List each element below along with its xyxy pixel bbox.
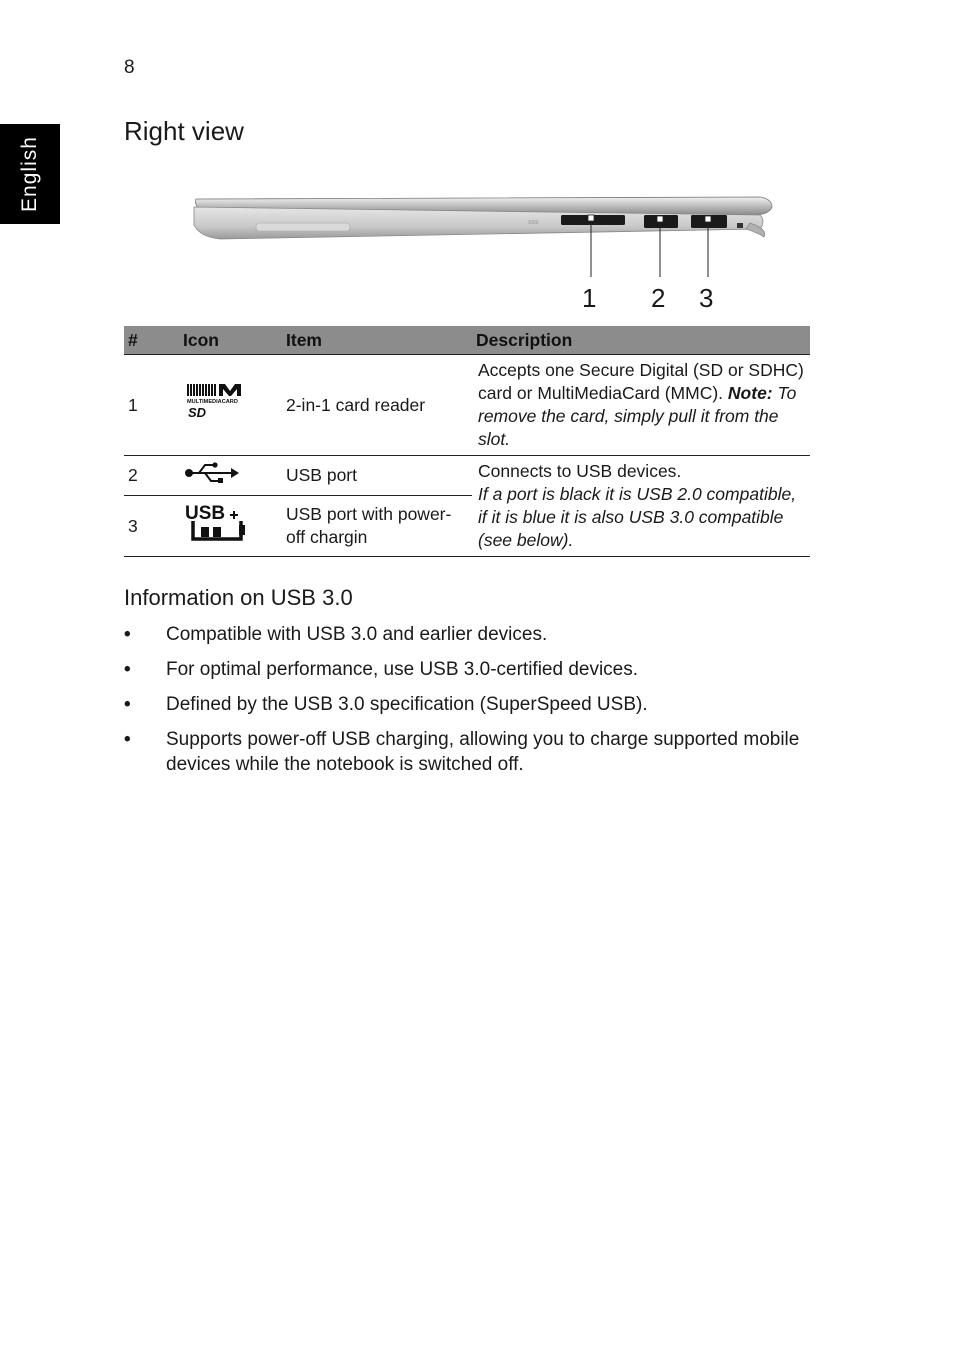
item-label: USB port with power-off chargin (282, 496, 472, 557)
bullet-icon: • (124, 659, 131, 680)
item-label: 2-in-1 card reader (282, 355, 472, 456)
usb-section-title: Information on USB 3.0 (124, 585, 353, 610)
table-row (124, 456, 810, 496)
icon-cell (179, 496, 282, 557)
usb-charge-icon (183, 501, 247, 545)
right-view-table (124, 326, 810, 557)
callout-3: 3 (699, 283, 714, 313)
list-item: • Defined by the USB 3.0 specification (SuperSpeed USB). (124, 694, 648, 715)
row-number: 3 (124, 496, 179, 557)
bullet-icon: • (124, 729, 131, 750)
list-item: • Compatible with USB 3.0 and earlier devices. (124, 624, 548, 645)
header-icon: Icon (179, 326, 282, 355)
bullet-icon: • (124, 624, 131, 645)
bullet-icon: • (124, 694, 131, 715)
description-cell (472, 456, 810, 557)
icon-cell (179, 355, 282, 456)
row-number: 1 (124, 355, 179, 456)
language-tab (0, 124, 60, 224)
usb-bullet-list (124, 622, 824, 787)
row-number: 2 (124, 456, 179, 496)
description-text: Accepts one Secure Digital (SD or SDHC) card or MultiMediaCard (MMC). (478, 360, 804, 403)
list-item: • Supports power-off USB charging, allowing you to charge supported mobile devices while the notebook is switched off. (124, 729, 800, 775)
header-item: Item (282, 326, 472, 355)
table-row (124, 355, 810, 456)
callout-2: 2 (651, 283, 666, 313)
description-text: Connects to USB devices. (478, 461, 682, 481)
multimediacard-sd-icon (183, 382, 247, 422)
section-title: Right view (124, 116, 244, 146)
note-text: To remove the card, simply pull it from the slot. (478, 383, 797, 449)
svg-text:≡≡≡: ≡≡≡ (528, 220, 539, 226)
list-item: • For optimal performance, use USB 3.0-certified devices. (124, 659, 639, 680)
header-number: # (124, 326, 179, 355)
icon-cell (179, 456, 282, 496)
header-description: Description (472, 326, 810, 355)
item-label: USB port (282, 456, 472, 496)
table-header-row (124, 326, 810, 355)
description-note: If a port is black it is USB 2.0 compatible, if it is blue it is also USB 3.0 compatible (see below). (478, 484, 797, 550)
usb-icon (183, 461, 239, 485)
svg-text:SD: SD (188, 405, 207, 420)
description-cell (472, 355, 810, 456)
language-tab-label: English (18, 136, 42, 212)
svg-text:USB: USB (185, 503, 226, 525)
note-label: Note: (727, 383, 773, 403)
page-number: 8 (124, 57, 135, 78)
svg-text:MULTIMEDIACARD: MULTIMEDIACARD (187, 399, 238, 405)
callout-1: 1 (582, 283, 597, 313)
